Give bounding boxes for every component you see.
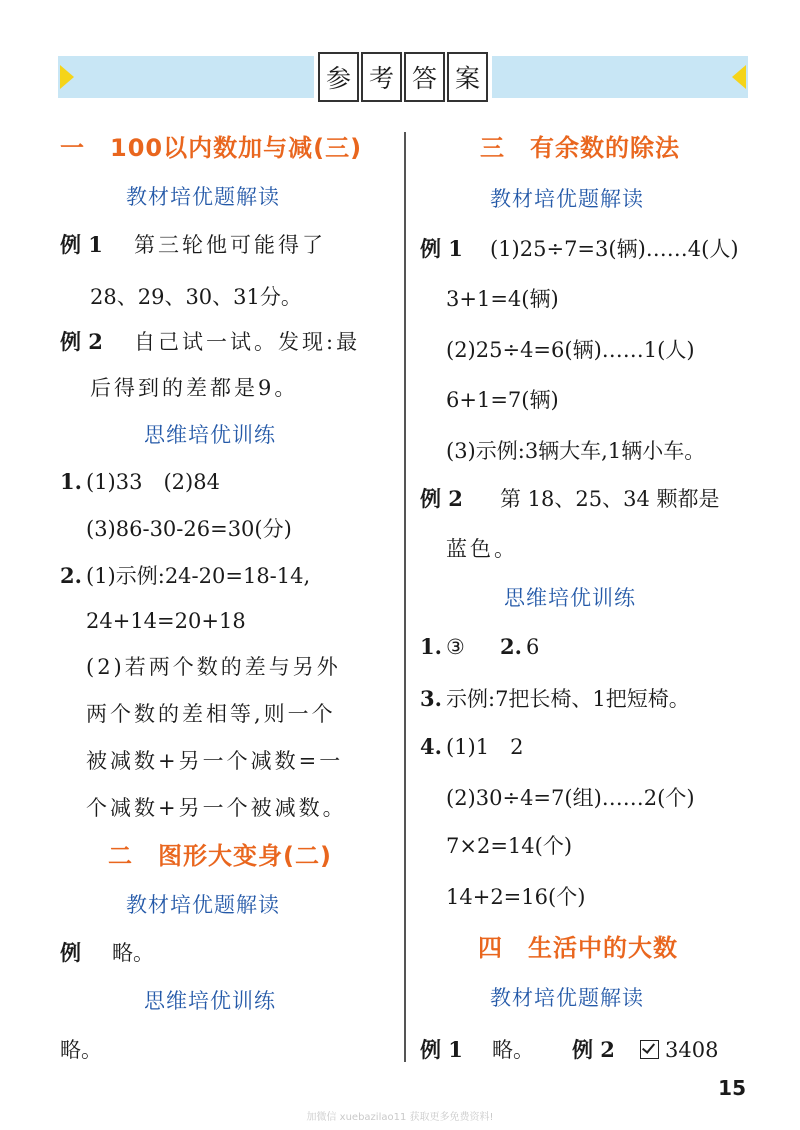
section-1-subheading-1: 教材培优题解读 — [126, 185, 280, 209]
question-1-number: 1. — [60, 469, 82, 494]
r-example-1-line-3: (2)25÷4=6(辆)……1(人) — [446, 338, 695, 362]
banner-arrow-right-icon — [732, 65, 746, 89]
question-2-line-5: 被减数+另一个减数=一 — [86, 749, 344, 773]
s4-example-2-text: 3408 — [665, 1038, 719, 1062]
banner-char: 答 — [404, 52, 445, 102]
s4-example-1-text: 略。 — [492, 1038, 534, 1062]
page-number: 15 — [718, 1076, 746, 1100]
example-2-label: 例 2 — [60, 329, 103, 354]
section-2-subheading-2: 思维培优训练 — [144, 989, 276, 1013]
banner-arrow-left-icon — [60, 65, 74, 89]
banner-char: 考 — [361, 52, 402, 102]
section-2-answer: 略。 — [60, 1038, 102, 1062]
question-2-number: 2. — [60, 563, 82, 588]
checkbox-checked-icon — [640, 1040, 659, 1059]
example-1-line-2: 28、29、30、31分。 — [90, 285, 302, 309]
section-3-subheading-2: 思维培优训练 — [504, 586, 636, 610]
r-question-4-line-4: 14+2=16(个) — [446, 885, 586, 909]
banner-char: 参 — [318, 52, 359, 102]
r-question-1-number: 1. — [420, 634, 442, 659]
example-2-line-2: 后得到的差都是9。 — [90, 376, 299, 400]
r-question-4-line-1: (1)1 2 — [446, 735, 524, 759]
answer-banner — [58, 52, 748, 102]
question-2-line-6: 个减数+另一个被减数。 — [86, 796, 347, 820]
r-example-1-line-4: 6+1=7(辆) — [446, 388, 559, 412]
question-1-line-1: (1)33 (2)84 — [86, 470, 220, 494]
r-question-4-line-2: (2)30÷4=7(组)……2(个) — [446, 786, 695, 810]
example-1-label: 例 1 — [60, 232, 103, 257]
question-1-line-2: (3)86-30-26=30(分) — [86, 517, 292, 541]
r-example-1-line-2: 3+1=4(辆) — [446, 287, 559, 311]
banner-char: 案 — [447, 52, 488, 102]
r-example-1-line-5: (3)示例:3辆大车,1辆小车。 — [446, 439, 706, 463]
r-question-2-answer: 6 — [526, 635, 540, 659]
watermark: 加微信 xuebazilao11 获取更多免费资料! — [306, 1112, 494, 1123]
section-4-title: 四 生活中的大数 — [478, 934, 678, 962]
column-divider — [404, 132, 406, 1062]
example-1-line-1: 第三轮他可能得了 — [134, 233, 326, 257]
section-1-subheading-2: 思维培优训练 — [144, 423, 276, 447]
banner-bar-right — [492, 56, 748, 98]
r-example-2-line-2: 蓝色。 — [446, 537, 518, 561]
section-2-example-text: 略。 — [112, 941, 154, 965]
banner-title — [318, 52, 488, 102]
question-2-line-3: (2)若两个数的差与另外 — [86, 655, 341, 679]
r-question-1-answer: ③ — [446, 635, 465, 659]
banner-bar-left — [58, 56, 314, 98]
r-question-2-number: 2. — [500, 634, 522, 659]
r-question-3-answer: 示例:7把长椅、1把短椅。 — [446, 687, 690, 711]
r-example-1-label: 例 1 — [420, 236, 463, 261]
s4-example-2-answer — [640, 1036, 718, 1064]
section-4-subheading-1: 教材培优题解读 — [490, 986, 644, 1010]
section-2-subheading-1: 教材培优题解读 — [126, 893, 280, 917]
r-question-4-line-3: 7×2=14(个) — [446, 834, 573, 858]
r-example-2-line-1: 第 18、25、34 颗都是 — [500, 487, 720, 511]
s4-example-1-label: 例 1 — [420, 1037, 463, 1062]
section-3-subheading-1: 教材培优题解读 — [490, 187, 644, 211]
s4-example-2-label: 例 2 — [572, 1037, 615, 1062]
r-question-3-number: 3. — [420, 686, 442, 711]
r-example-2-label: 例 2 — [420, 486, 463, 511]
r-question-4-number: 4. — [420, 734, 442, 759]
section-1-title: 一 100以内数加与减(三) — [60, 134, 363, 162]
section-2-example-label: 例 — [60, 940, 81, 965]
question-2-line-2: 24+14=20+18 — [86, 609, 246, 633]
question-2-line-1: (1)示例:24-20=18-14, — [86, 564, 311, 588]
r-example-1-line-1: (1)25÷7=3(辆)……4(人) — [490, 237, 739, 261]
example-2-line-1: 自己试一试。发现:最 — [134, 330, 361, 354]
question-2-line-4: 两个数的差相等,则一个 — [86, 702, 336, 726]
section-3-title: 三 有余数的除法 — [480, 134, 680, 162]
section-2-title: 二 图形大变身(二) — [108, 842, 332, 870]
